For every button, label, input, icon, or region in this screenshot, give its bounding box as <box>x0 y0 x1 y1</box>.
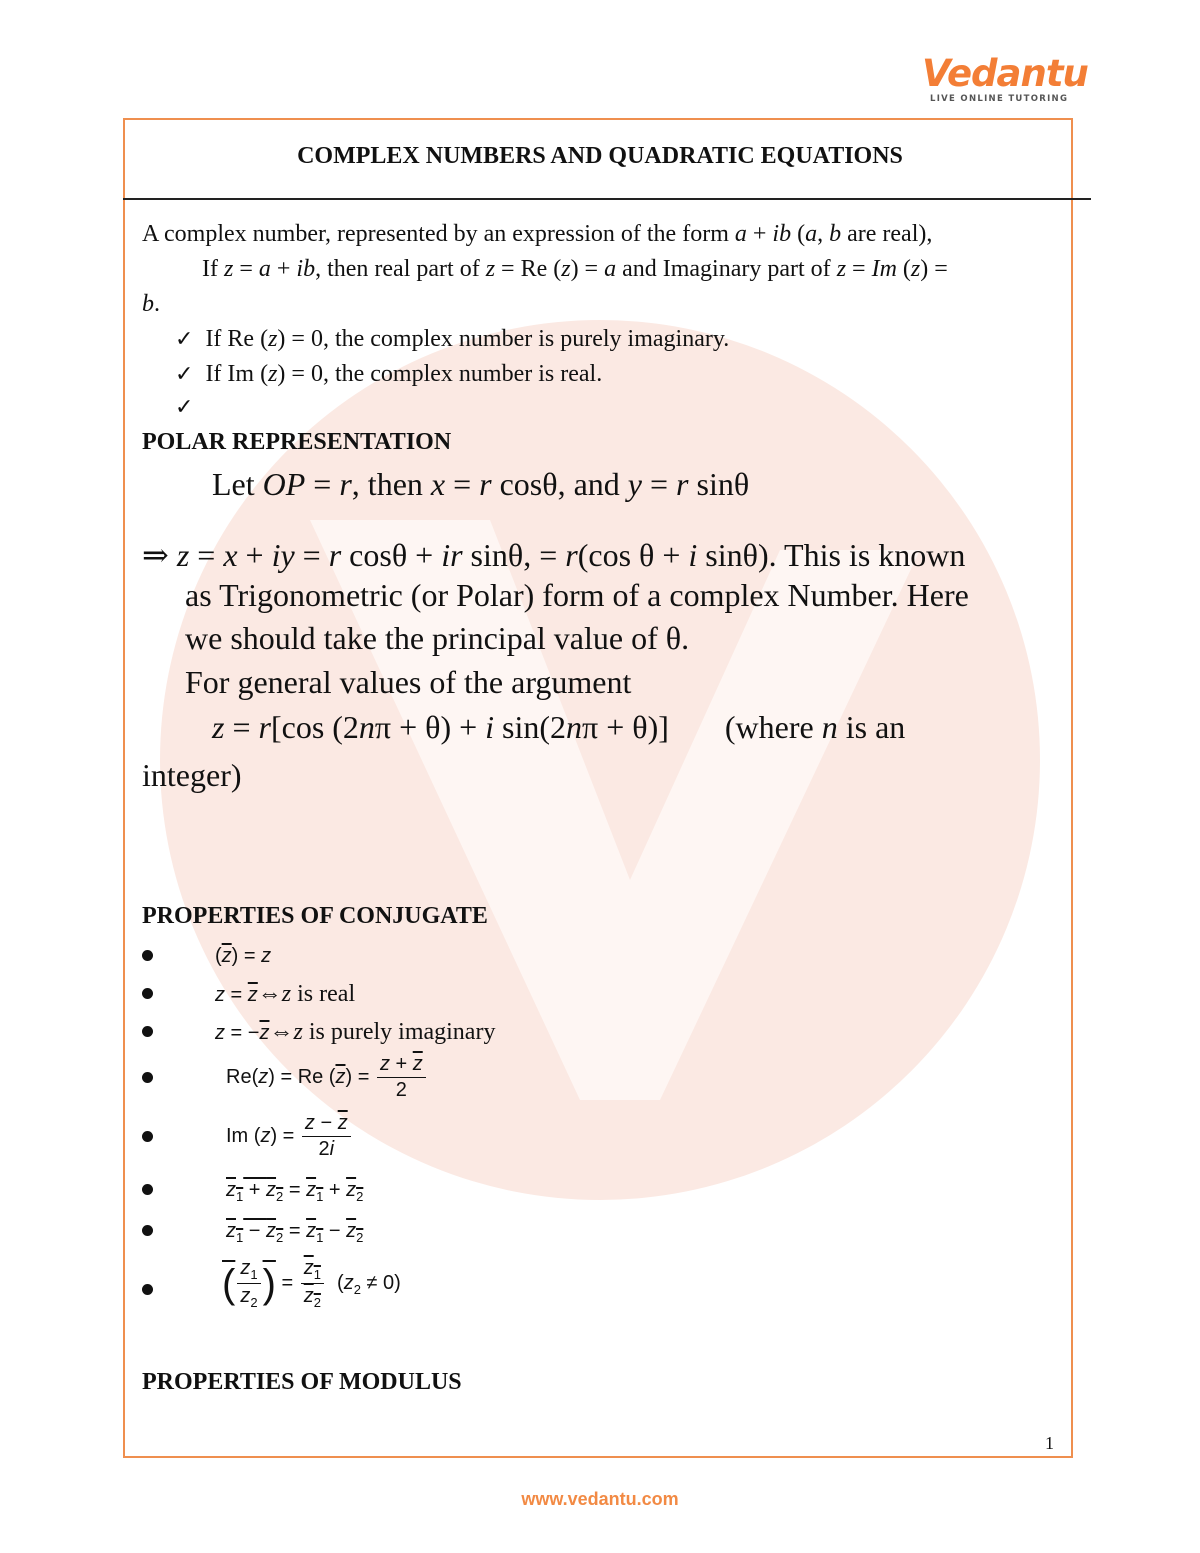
intro-line-1: A complex number, represented by an expression of the form a + ib (a, b are real), <box>142 221 933 247</box>
title-divider <box>123 198 1091 200</box>
logo-tagline: LIVE ONLINE TUTORING <box>930 94 1069 104</box>
intro-line-3: b. <box>142 291 160 317</box>
conjugate-property-6: $z_1 + z_2 = z_1 + z_2$ <box>226 1179 364 1204</box>
logo-wordmark: Vedantu <box>922 52 1088 95</box>
check-item-1: ✓ If Re (z) = 0, the complex number is purely imaginary. <box>175 326 730 352</box>
check-item-3 <box>175 393 193 422</box>
checkmark-icon: ✓ <box>175 395 194 420</box>
fraction: $\frac{z_1}{z_2}$ <box>237 1256 260 1312</box>
polar-line-5: For general values of the argument <box>185 664 632 700</box>
polar-heading: POLAR REPRESENTATION <box>142 429 452 455</box>
conjugate-property-4: Re(z) = Re $(\overline{z})$ = $\frac{z + \overline{z}}{2}$ <box>226 1052 428 1103</box>
conjugate-property-7: $z_1 - z_2 = z_1 - z_2$ <box>226 1220 364 1245</box>
bullet-icon <box>142 1026 153 1037</box>
modulus-heading: PROPERTIES OF MODULUS <box>142 1369 462 1395</box>
conjugate-property-8: ( $\frac{z_1}{z_2}$ ) = $\frac{z_1}{z_2}$ $(z_2 \ne 0)$ <box>222 1257 401 1311</box>
bullet-icon <box>142 950 153 961</box>
polar-line-6: z = r[cos (2nπ + θ) + i sin(2nπ + θ)] (where n is an <box>212 709 906 745</box>
fraction: $\frac{z + \overline{z}}{2}$ <box>377 1052 426 1103</box>
polar-line-3: as Trigonometric (or Polar) form of a complex Number. Here <box>185 577 969 613</box>
check-item-2: ✓ If Im (z) = 0, the complex number is real. <box>175 361 603 387</box>
intro-line-2: If z = a + ib, then real part of z = Re (z) = a and Imaginary part of z = Im (z) = <box>202 256 948 282</box>
conjugate-heading: PROPERTIES OF CONJUGATE <box>142 903 488 929</box>
bullet-icon <box>142 1284 153 1295</box>
bullet-icon <box>142 1184 153 1195</box>
polar-line-1: Let OP = r, then x = r cosθ, and y = r sinθ <box>212 466 750 502</box>
bullet-icon <box>142 1225 153 1236</box>
bullet-icon <box>142 1072 153 1083</box>
conjugate-property-5: Im (z) = $\frac{z - \overline{z}}{2i}$ <box>226 1111 353 1162</box>
polar-line-7: integer) <box>142 757 242 793</box>
bullet-icon <box>142 988 153 999</box>
bullet-icon <box>142 1131 153 1142</box>
fraction: $\frac{z - \overline{z}}{2i}$ <box>302 1111 351 1162</box>
vedantu-logo <box>922 52 1088 106</box>
checkmark-icon: ✓ <box>175 362 194 387</box>
fraction: $\frac{z_1}{z_2}$ <box>301 1256 324 1312</box>
checkmark-icon: ✓ <box>175 327 194 352</box>
conjugate-property-3: $z = -\overline{z}\Leftrightarrow z$ is purely imaginary <box>215 1019 496 1045</box>
page-title: COMPLEX NUMBERS AND QUADRATIC EQUATIONS <box>297 143 903 169</box>
conjugate-property-1: $(\overline{z}) = z$ <box>215 945 272 967</box>
polar-line-4: we should take the principal value of θ. <box>185 620 690 656</box>
footer-url[interactable]: www.vedantu.com <box>521 1489 679 1509</box>
polar-line-2: ⇒ z = x + iy = r cosθ + ir sinθ, = r(cos θ + i sinθ). This is known <box>142 537 966 573</box>
page-number: 1 <box>1045 1433 1054 1453</box>
conjugate-property-2: $z = \overline{z}\Leftrightarrow z$ is real <box>215 981 356 1007</box>
